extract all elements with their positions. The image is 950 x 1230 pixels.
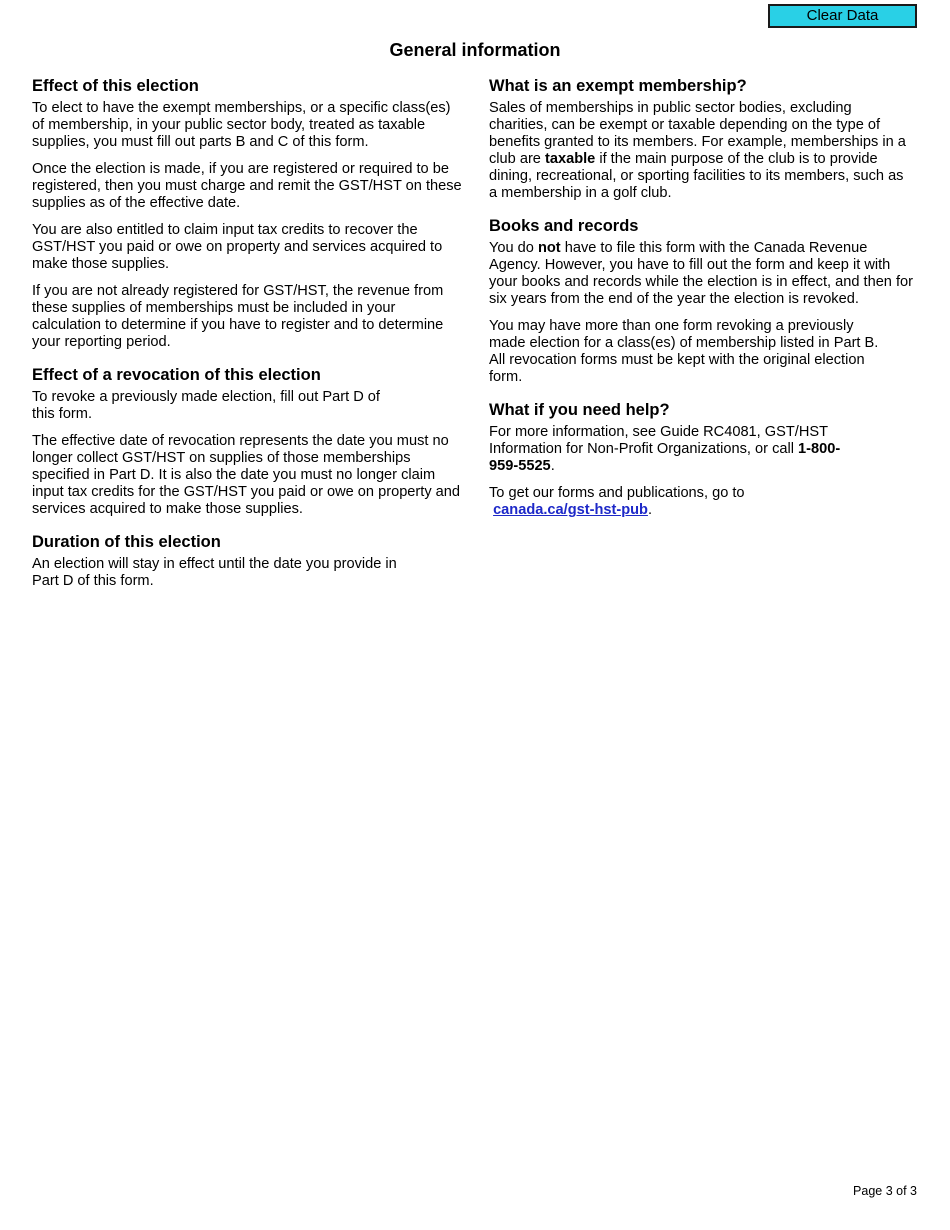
- text: For more information, see Guide RC4081, GST/HST Information for Non-Profit Organizations, or call: [489, 424, 828, 457]
- paragraph: You are also entitled to claim input tax credits to recover the GST/HST you paid or owe on property and services acquired to make those supplies.: [32, 222, 443, 272]
- section-exempt-membership: [489, 76, 913, 202]
- paragraph: An election will stay in effect until the date you provide in Part D of this form.: [32, 556, 397, 589]
- section-heading: What is an exempt membership?: [489, 77, 747, 95]
- left-column: [32, 76, 464, 604]
- paragraph: To revoke a previously made election, fill out Part D of this form.: [32, 389, 380, 422]
- emphasis-taxable: taxable: [544, 151, 596, 167]
- section-revocation: [32, 365, 464, 518]
- phone-number: 1-800-959-5525: [489, 441, 841, 474]
- section-duration: [32, 532, 464, 590]
- emphasis-not: not: [537, 240, 561, 256]
- section-need-help: [489, 400, 913, 519]
- paragraph: [489, 240, 913, 308]
- section-heading: Books and records: [489, 217, 639, 235]
- text: if the main purpose of the club is to provide dining, recreational, or sporting facilities to its members, such as a membership in a golf club.: [489, 151, 904, 201]
- section-heading: Duration of this election: [32, 533, 221, 551]
- paragraph: The effective date of revocation represents the date you must no longer collect GST/HST on supplies of those memberships specified in Part D. It is also the date you must no longer claim input tax credits for the GST/HST you paid or owe on property and services acquired to make those supplies.: [32, 433, 461, 517]
- section-books-and-records: [489, 216, 913, 386]
- right-column: [489, 76, 913, 533]
- text: have to file this form with the Canada Revenue Agency. However, you have to fill out the form and keep it with your books and records while the election is in effect, and then for six years from the end of the year the election is revoked.: [489, 240, 914, 307]
- section-heading: What if you need help?: [489, 401, 670, 419]
- text: To get our forms and publications, go to: [489, 485, 745, 501]
- publications-link[interactable]: canada.ca/gst-hst-pub: [493, 502, 648, 518]
- page-number: Page 3 of 3: [853, 1184, 917, 1198]
- section-heading: Effect of a revocation of this election: [32, 366, 321, 384]
- paragraph: [489, 100, 913, 202]
- page-title: General information: [389, 40, 561, 60]
- paragraph: Once the election is made, if you are registered or required to be registered, then you must charge and remit the GST/HST on these supplies as of the effective date.: [32, 161, 462, 211]
- paragraph: If you are not already registered for GST/HST, the revenue from these supplies of memberships must be included in your calculation to determine if you have to register and to determine your reporting period.: [32, 283, 444, 350]
- paragraph: You may have more than one form revoking a previously made election for a class(es) of membership listed in Part B. All revocation forms must be kept with the original election form.: [489, 318, 879, 385]
- paragraph: [489, 424, 859, 475]
- paragraph: To elect to have the exempt memberships, or a specific class(es) of membership, in your public sector body, treated as taxable supplies, you must fill out parts B and C of this form.: [32, 100, 451, 150]
- clear-data-button[interactable]: Clear Data: [768, 4, 917, 28]
- text: You do: [489, 240, 538, 256]
- text: .: [647, 502, 653, 518]
- paragraph: [489, 485, 913, 519]
- section-effect-of-election: [32, 76, 464, 351]
- section-heading: Effect of this election: [32, 77, 199, 95]
- text: .: [550, 458, 555, 474]
- text: Sales of memberships in public sector bodies, excluding charities, can be exempt or taxable depending on the type of benefits granted to its members. For example, memberships in a club are: [489, 100, 906, 167]
